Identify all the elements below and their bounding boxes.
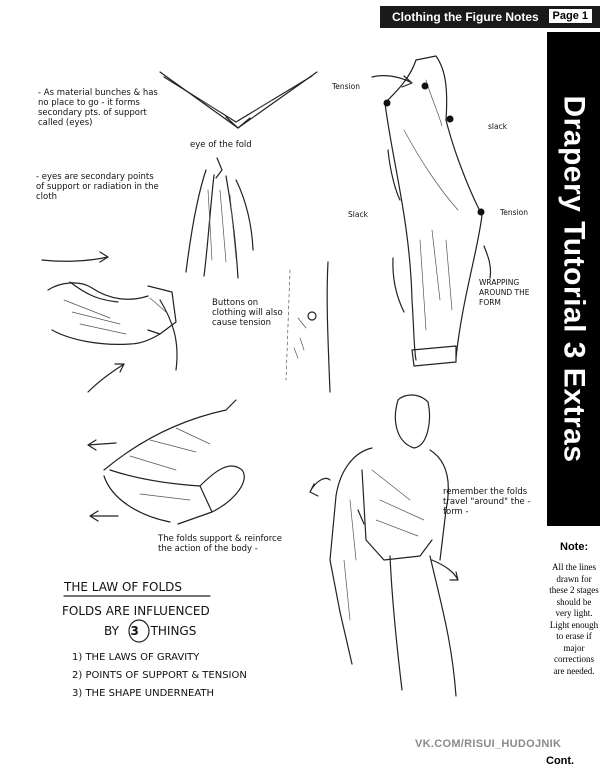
eyes-intro-note: - As material bunches & has no place to go - it forms secondary pts. of support called (eyes) [38, 88, 158, 128]
law-item-2: 2) POINTS OF SUPPORT & TENSION [72, 670, 247, 681]
header-title: Clothing the Figure Notes [392, 10, 539, 24]
note-text: All the lines drawn for these 2 stages should be very light. Light enough to erase if major corrections are needed. [549, 562, 599, 676]
bent-sleeve-illustration [48, 282, 177, 370]
side-title: Drapery Tutorial 3 Extras [557, 95, 591, 463]
pants-leg-illustration [372, 56, 491, 366]
watermark: VK.COM/RISUI_HUDOJNIK [415, 738, 562, 750]
note-label: Note: [560, 541, 589, 553]
figure-torso-illustration [310, 395, 458, 696]
law-title: THE LAW OF FOLDS [64, 580, 182, 594]
forearm-sleeve-illustration [88, 400, 244, 524]
wrapping-label: WRAPPING AROUND THE FORM [479, 278, 530, 307]
law-subtitle-2 [104, 624, 196, 638]
slack-right-label: slack [488, 122, 508, 131]
folded-v-cloth-illustration [160, 72, 317, 128]
law-subtitle-by: BY [104, 624, 119, 638]
continued-label: Cont. [546, 755, 575, 767]
folds-support-note: The folds support & reinforce the action of the body - [158, 534, 282, 554]
law-item-1: 1) THE LAWS OF GRAVITY [72, 652, 200, 663]
arrow-1 [42, 257, 108, 261]
button-seam-illustration [286, 262, 330, 392]
tension-top-label: Tension [332, 82, 361, 91]
law-subtitle-number: 3 [130, 624, 139, 638]
tension-right-label: Tension [500, 208, 529, 217]
pinched-cloth-illustration [186, 158, 253, 278]
eyes-secondary-note: - eyes are secondary points of support or radiation in the cloth [36, 172, 159, 202]
slack-left-label: Slack [348, 210, 368, 219]
law-subtitle-things: THINGS [150, 624, 197, 638]
law-item-3: 3) THE SHAPE UNDERNEATH [72, 688, 215, 699]
buttons-note: Buttons on clothing will also cause tension [212, 298, 283, 328]
eye-of-fold-label: eye of the fold [190, 140, 252, 150]
law-subtitle-1: FOLDS ARE INFLUENCED [62, 604, 210, 618]
remember-note: remember the folds travel "around" the - form - [443, 487, 531, 517]
page-number-badge: Page 1 [549, 9, 592, 23]
